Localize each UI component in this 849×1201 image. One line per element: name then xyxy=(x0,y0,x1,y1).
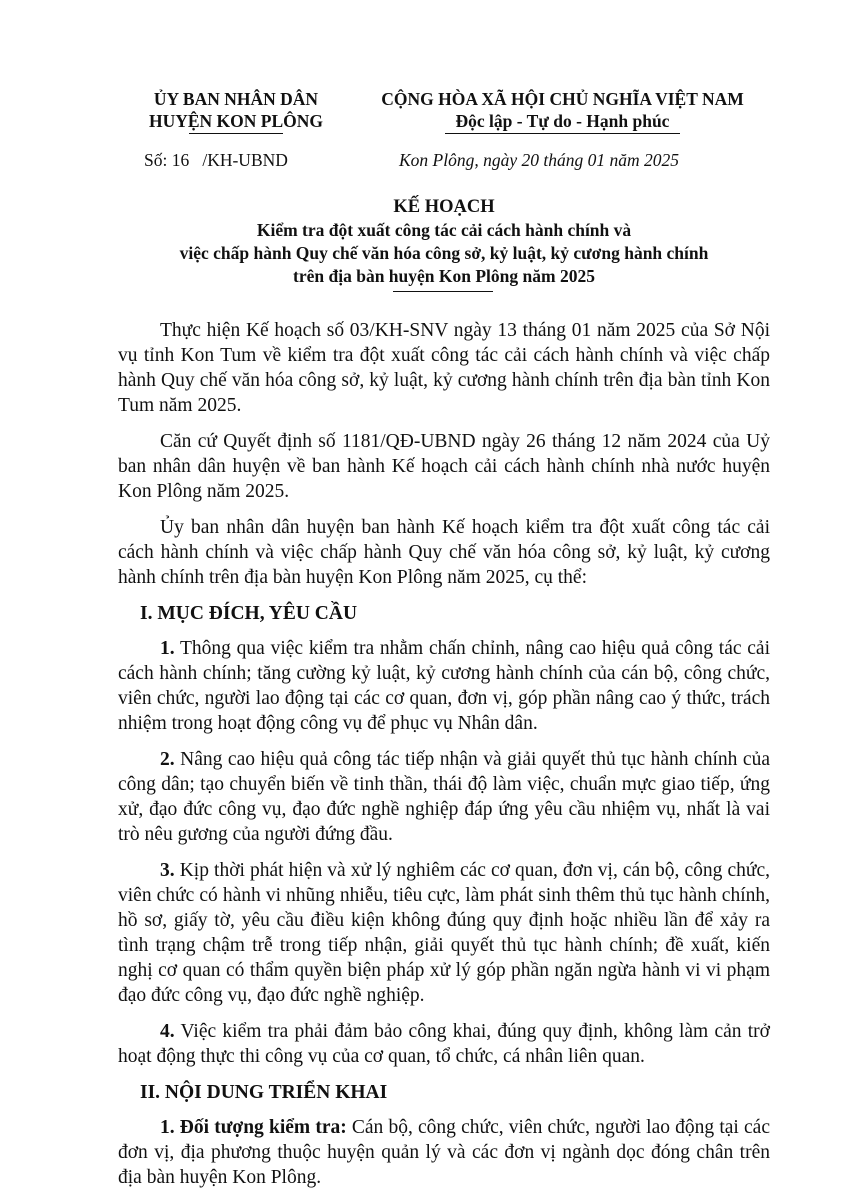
title-underline xyxy=(393,291,493,292)
section-2-item-1 xyxy=(118,1115,770,1190)
section-1-item-3 xyxy=(118,858,770,1008)
national-header xyxy=(355,88,770,132)
document-title xyxy=(118,196,770,288)
intro-paragraph-2: Căn cứ Quyết định số 1181/QĐ-UBND ngày 26 tháng 12 năm 2024 của Uỷ ban nhân dân huyện về ban hành Kế hoạch cải cách hành chính nhà nước huyện Kon Plông năm 2025. xyxy=(118,431,770,502)
national-underline xyxy=(445,133,680,134)
item-text: Nâng cao hiệu quả công tác tiếp nhận và giải quyết thủ tục hành chính của công dân; tạo chuyển biến về tinh thần, thái độ làm việc, chuẩn mực giao tiếp, ứng xử, đạo đức công vụ, đạo đức nghề nghiệp đáp ứng yêu cầu nhiệm vụ, nhất là vai trò nêu gương của người đứng đầu. xyxy=(118,749,770,845)
title-line1: KẾ HOẠCH xyxy=(393,197,495,217)
document-body xyxy=(118,318,770,1201)
item-text: Thông qua việc kiểm tra nhằm chấn chỉnh, nâng cao hiệu quả công tác cải cách hành chính; tăng cường kỷ luật, kỷ cương hành chính của cán bộ, công chức, viên chức, người lao động tại các cơ quan, đơn vị, góp phần nâng cao ý thức, trách nhiệm trong hoạt động công vụ để phục vụ Nhân dân. xyxy=(118,638,770,734)
item-number: 2. xyxy=(160,749,175,770)
item-number: 3. xyxy=(160,860,175,881)
document-number: Số: 16 /KH-UBND xyxy=(144,150,288,170)
national-motto-line1: CỘNG HÒA XÃ HỘI CHỦ NGHĨA VIỆT NAM xyxy=(381,89,744,109)
section-1-item-2 xyxy=(118,747,770,847)
issuer-line1: ỦY BAN NHÂN DÂN xyxy=(153,89,319,109)
title-line2: Kiểm tra đột xuất công tác cải cách hành chính và xyxy=(256,220,632,240)
item-text: Kịp thời phát hiện và xử lý nghiêm các cơ quan, đơn vị, cán bộ, công chức, viên chức có hành vi nhũng nhiễu, tiêu cực, làm phát sinh thêm thủ tục hành chính, hồ sơ, giấy tờ, yêu cầu điều kiện không đúng quy định hoặc nhiều lần để xảy ra tình trạng chậm trễ trong tiếp nhận, giải quyết thủ tục hành chính; đề xuất, kiến nghị cơ quan có thẩm quyền biện pháp xử lý góp phần ngăn ngừa hành vi vi phạm đạo đức công vụ, đạo đức nghề nghiệp. xyxy=(118,860,770,1006)
item-number: 4. xyxy=(160,1021,175,1042)
section-1-heading: I. MỤC ĐÍCH, YÊU CẦU xyxy=(140,603,358,624)
item-number: 1. Đối tượng kiểm tra: xyxy=(160,1117,347,1138)
intro-paragraph-1: Thực hiện Kế hoạch số 03/KH-SNV ngày 13 tháng 01 năm 2025 của Sở Nội vụ tỉnh Kon Tum về kiểm tra đột xuất công tác cải cách hành chính và việc chấp hành Quy chế văn hóa công sở, kỷ luật, kỷ cương hành chính trên địa bàn tỉnh Kon Tum năm 2025. xyxy=(118,320,770,416)
place-date: Kon Plông, ngày 20 tháng 01 năm 2025 xyxy=(399,150,679,170)
item-text: Cán bộ, công chức, viên chức, người lao động tại các đơn vị, địa phương thuộc huyện quản lý và các đơn vị ngành dọc đóng chân trên địa bàn huyện Kon Plông. xyxy=(118,1117,770,1188)
item-number: 1. xyxy=(160,638,175,659)
section-2-heading: II. NỘI DUNG TRIỂN KHAI xyxy=(140,1082,388,1103)
issuer-line2: HUYỆN KON PLÔNG xyxy=(148,111,324,131)
issuer-underline xyxy=(189,133,283,134)
intro-paragraph-3: Ủy ban nhân dân huyện ban hành Kế hoạch kiểm tra đột xuất công tác cải cách hành chính và việc chấp hành Quy chế văn hóa công sở, kỷ luật, kỷ cương hành chính trên địa bàn huyện Kon Plông năm 2025, cụ thể: xyxy=(118,517,770,588)
title-line4: trên địa bàn huyện Kon Plông năm 2025 xyxy=(293,266,595,286)
issuer-header xyxy=(118,88,354,132)
section-1-item-4 xyxy=(118,1019,770,1069)
national-motto-line2: Độc lập - Tự do - Hạnh phúc xyxy=(455,111,670,131)
title-line3: việc chấp hành Quy chế văn hóa công sở, kỷ luật, kỷ cương hành chính xyxy=(179,243,709,263)
section-1-item-1 xyxy=(118,636,770,736)
item-text: Việc kiểm tra phải đảm bảo công khai, đúng quy định, không làm cản trở hoạt động thực thi công vụ của cơ quan, tổ chức, cá nhân liên quan. xyxy=(118,1021,770,1067)
